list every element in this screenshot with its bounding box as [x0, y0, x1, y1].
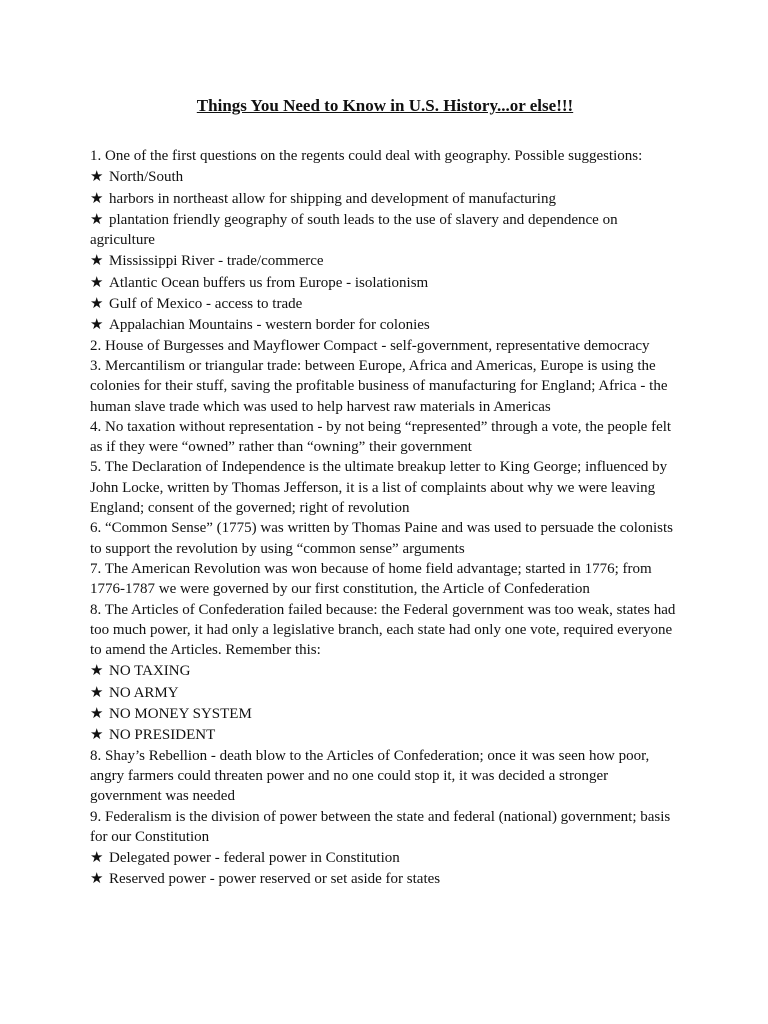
bullet-text: NO PRESIDENT	[109, 727, 216, 744]
bullet-item	[90, 209, 680, 251]
bullet-text: NO ARMY	[109, 684, 179, 701]
star-bullet-icon: ★	[90, 209, 104, 228]
numbered-paragraph: 5. The Declaration of Independence is the ultimate breakup letter to King George; influenced by John Locke, written by Thomas Jefferson, it is a list of complaints about why we were leaving England; consent of the governed; right of revolution	[90, 459, 668, 517]
numbered-paragraph: 8. Shay’s Rebellion - death blow to the Articles of Confederation; once it was seen how poor, angry farmers could threaten power and no one could stop it, it was decided a stronger government was needed	[90, 747, 650, 805]
star-bullet-icon: ★	[90, 167, 104, 186]
bullet-item	[90, 250, 680, 271]
bullet-item	[90, 188, 680, 209]
document-page	[90, 96, 680, 890]
bullet-text: plantation friendly geography of south leads to the use of slavery and dependence on agriculture	[90, 211, 618, 249]
bullet-item	[90, 293, 680, 314]
bullet-text: Atlantic Ocean buffers us from Europe - isolationism	[109, 274, 429, 291]
numbered-paragraph: 2. House of Burgesses and Mayflower Compact - self-government, representative democracy	[90, 337, 650, 354]
bullet-item	[90, 682, 680, 703]
bullet-text: Appalachian Mountains - western border for colonies	[109, 317, 430, 334]
star-bullet-icon: ★	[90, 188, 104, 207]
bullet-text: NO TAXING	[109, 663, 191, 680]
numbered-paragraph: 6. “Common Sense” (1775) was written by Thomas Paine and was used to persuade the colonists to support the revolution by using “common sense” arguments	[90, 520, 673, 557]
bullet-text: NO MONEY SYSTEM	[109, 706, 252, 723]
bullet-item	[90, 847, 680, 868]
bullet-item	[90, 724, 680, 745]
bullet-item	[90, 703, 680, 724]
star-bullet-icon: ★	[90, 661, 104, 680]
star-bullet-icon: ★	[90, 704, 104, 723]
bullet-item	[90, 272, 680, 293]
bullet-item	[90, 868, 680, 889]
bullet-text: harbors in northeast allow for shipping and development of manufacturing	[109, 190, 556, 207]
document-body	[90, 146, 680, 890]
numbered-paragraph: 1. One of the first questions on the regents could deal with geography. Possible suggestions:	[90, 148, 643, 164]
star-bullet-icon: ★	[90, 294, 104, 313]
star-bullet-icon: ★	[90, 869, 104, 888]
bullet-item	[90, 660, 680, 681]
numbered-paragraph: 8. The Articles of Confederation failed because: the Federal government was too weak, states had too much power, it had only a legislative branch, each state had only one vote, required everyone to amend the Articles. Remember this:	[90, 601, 676, 659]
bullet-item	[90, 314, 680, 335]
star-bullet-icon: ★	[90, 848, 104, 867]
numbered-paragraph: 3. Mercantilism or triangular trade: between Europe, Africa and Americas, Europe is using the colonies for their stuff, saving the profitable business of manufacturing for England; Africa - the human slave trade which was used to help harvest raw materials in Americas	[90, 357, 668, 415]
bullet-text: Mississippi River - trade/commerce	[109, 253, 324, 270]
star-bullet-icon: ★	[90, 682, 104, 701]
bullet-text: Reserved power - power reserved or set aside for states	[109, 871, 441, 888]
bullet-text: Gulf of Mexico - access to trade	[109, 296, 303, 313]
bullet-text: North/South	[109, 169, 184, 186]
bullet-item	[90, 166, 680, 187]
star-bullet-icon: ★	[90, 315, 104, 334]
page-title: Things You Need to Know in U.S. History...or else!!!	[196, 96, 574, 115]
bullet-text: Delegated power - federal power in Constitution	[109, 850, 400, 867]
numbered-paragraph: 7. The American Revolution was won because of home field advantage; started in 1776; from 1776-1787 we were governed by our first constitution, the Article of Confederation	[90, 560, 652, 598]
numbered-paragraph: 9. Federalism is the division of power between the state and federal (national) government; basis for our Constitution	[90, 808, 671, 845]
numbered-paragraph: 4. No taxation without representation - by not being “represented” through a vote, the people felt as if they were “owned” rather than “owning” their government	[90, 418, 672, 456]
star-bullet-icon: ★	[90, 272, 104, 291]
star-bullet-icon: ★	[90, 725, 104, 744]
star-bullet-icon: ★	[90, 251, 104, 270]
